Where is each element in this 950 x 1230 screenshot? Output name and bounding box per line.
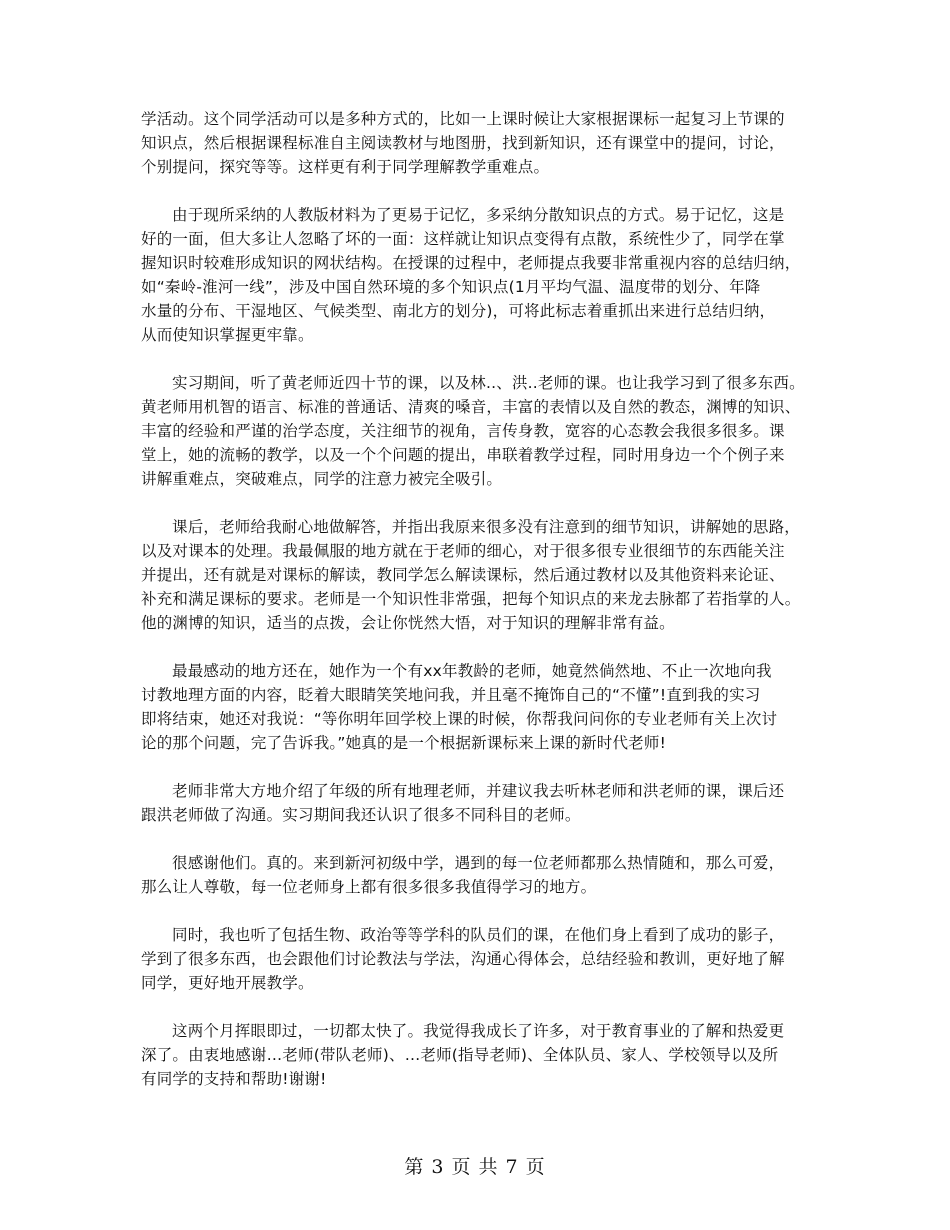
- text-line: 同时，我也听了包括生物、政治等等学科的队员们的课，在他们身上看到了成功的影子，: [172, 926, 785, 944]
- text-line: 从而使知识掌握更牢靠。: [141, 326, 314, 344]
- text-line: 讲解重难点，突破难点，同学的注意力被完全吸引。: [141, 470, 503, 488]
- text-line: 握知识时较难形成知识的网状结构。在授课的过程中，老师提点我要非常重视内容的总结归纳，: [141, 254, 801, 272]
- text-line: 那么让人尊敬，每一位老师身上都有很多很多我值得学习的地方。: [141, 878, 597, 896]
- paragraph-2: [141, 203, 821, 347]
- text-line: 老师非常大方地介绍了年级的所有地理老师，并建议我去听林老师和洪老师的课，课后还: [172, 782, 785, 800]
- text-line: 丰富的经验和严谨的治学态度，关注细节的视角，言传身教，宽容的心态教会我很多很多。课: [141, 422, 785, 440]
- text-line: 个别提问，探究等等。这样更有利于同学理解教学重难点。: [141, 158, 550, 176]
- text-line: 讨教地理方面的内容，眨着大眼睛笑笑地问我，并且毫不掩饰自己的“不懂”!直到我的实习: [141, 686, 761, 704]
- text-line: 同学，更好地开展教学。: [141, 974, 314, 992]
- text-line: 课后，老师给我耐心地做解答，并指出我原来很多没有注意到的细节知识，讲解她的思路，: [172, 518, 801, 536]
- paragraph-3: [141, 371, 821, 491]
- text-line: 深了。由衷地感谢…老师(带队老师)、…老师(指导老师)、全体队员、家人、学校领导以及所: [141, 1046, 779, 1064]
- page-number-footer: 第 3 页 共 7 页: [404, 1156, 546, 1178]
- text-line: 堂上，她的流畅的教学，以及一个个问题的提出，串联着教学过程，同时用身边一个个例子来: [141, 446, 785, 464]
- text-line: 有同学的支持和帮助!谢谢!: [141, 1070, 327, 1088]
- paragraph-1: [141, 107, 821, 179]
- text-line: 由于现所采纳的人教版材料为了更易于记忆，多采纳分散知识点的方式。易于记忆，这是: [172, 206, 785, 224]
- text-line: 以及对课本的处理。我最佩服的地方就在于老师的细心，对于很多很专业很细节的东西能关注: [141, 542, 785, 560]
- document-body: [141, 107, 821, 1115]
- text-line: 很感谢他们。真的。来到新河初级中学，遇到的每一位老师都那么热情随和，那么可爱，: [172, 854, 785, 872]
- text-line: 学活动。这个同学活动可以是多种方式的，比如一上课时候让大家根据课标一起复习上节课的: [141, 110, 785, 128]
- text-line: 水量的分布、干湿地区、气候类型、南北方的划分)，可将此标志着重抓出来进行总结归纳，: [141, 302, 776, 320]
- text-line: 好的一面，但大多让人忽略了坏的一面：这样就让知识点变得有点散，系统性少了，同学在掌: [141, 230, 785, 248]
- paragraph-8: [141, 923, 821, 995]
- paragraph-4: [141, 515, 821, 635]
- text-line: 如“秦岭-淮河一线”，涉及中国自然环境的多个知识点(1月平均气温、温度带的划分、年降: [141, 278, 761, 296]
- text-line: 实习期间，听了黄老师近四十节的课，以及林..、洪..老师的课。也让我学习到了很多东西。: [172, 374, 805, 392]
- text-line: 他的渊博的知识，适当的点拨，会让你恍然大悟，对于知识的理解非常有益。: [141, 614, 675, 632]
- paragraph-7: [141, 851, 821, 899]
- text-line: 知识点，然后根据课程标准自主阅读教材与地图册，找到新知识，还有课堂中的提问，讨论，: [141, 134, 785, 152]
- paragraph-6: [141, 779, 821, 827]
- text-line: 并提出，还有就是对课标的解读，教同学怎么解读课标，然后通过教材以及其他资料来论证、: [141, 566, 785, 584]
- text-line: 最最感动的地方还在，她作为一个有xx年教龄的老师，她竟然倘然地、不止一次地向我: [172, 662, 772, 680]
- text-line: 跟洪老师做了沟通。实习期间我还认识了很多不同科目的老师。: [141, 806, 581, 824]
- paragraph-9: [141, 1019, 821, 1091]
- text-line: 补充和满足课标的要求。老师是一个知识性非常强，把每个知识点的来龙去脉都了若指掌的人。: [141, 590, 801, 608]
- text-line: 即将结束，她还对我说：“等你明年回学校上课的时候，你帮我问问你的专业老师有关上次讨: [141, 710, 778, 728]
- text-line: 这两个月挥眼即过，一切都太快了。我觉得我成长了许多，对于教育事业的了解和热爱更: [172, 1022, 785, 1040]
- paragraph-5: [141, 659, 821, 755]
- text-line: 黄老师用机智的语言、标准的普通话、清爽的嗓音，丰富的表情以及自然的教态，渊博的知识、: [141, 398, 801, 416]
- text-line: 学到了很多东西，也会跟他们讨论教法与学法，沟通心得体会，总结经验和教训，更好地了解: [141, 950, 785, 968]
- text-line: 论的那个问题，完了告诉我。”她真的是一个根据新课标来上课的新时代老师!: [141, 734, 666, 752]
